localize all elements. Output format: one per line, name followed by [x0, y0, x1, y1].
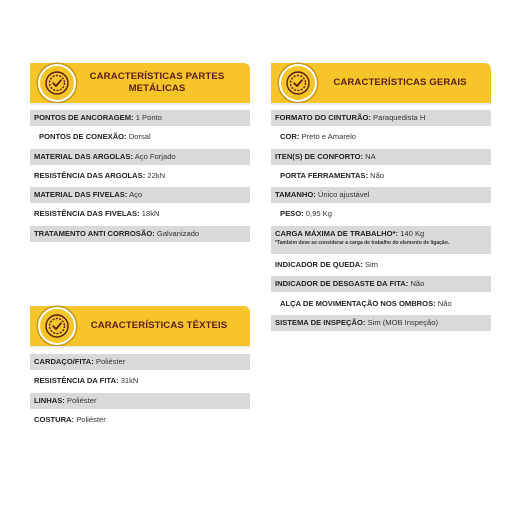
- spec-value: Não: [437, 298, 452, 308]
- panel-title: CARACTERÍSTICAS GERAIS: [333, 77, 467, 88]
- spec-value: 31kN: [120, 376, 139, 386]
- spec-row: [30, 149, 250, 165]
- spec-row: [30, 226, 250, 242]
- spec-key: RESISTÊNCIA DAS ARGOLAS:: [34, 170, 146, 180]
- spec-key: PORTA FERRAMENTAS:: [280, 170, 369, 180]
- spec-key: PONTOS DE ANCORAGEM:: [34, 113, 134, 122]
- spec-value: 1 Ponto: [135, 113, 162, 122]
- panel-title: CARACTERÍSTICAS PARTES METÁLICAS: [89, 71, 225, 94]
- panel-header: [271, 63, 491, 103]
- spec-row: [271, 110, 491, 126]
- spec-row: [30, 129, 250, 145]
- spec-key: RESISTÊNCIA DAS FIVELAS:: [34, 209, 140, 219]
- spec-row: [271, 129, 491, 145]
- spec-key: ITEN(S) DE CONFORTO:: [275, 151, 364, 161]
- spec-row: [30, 373, 250, 389]
- spec-key: MATERIAL DAS ARGOLAS:: [34, 151, 133, 161]
- spec-row: [271, 168, 491, 184]
- spec-row: [271, 315, 491, 331]
- spec-value: Galvanizado: [156, 228, 200, 238]
- spec-key: CARGA MÁXIMA DE TRABALHO*:: [275, 228, 399, 238]
- panel-metal-parts: [30, 63, 250, 245]
- spec-value: Aço Forjado: [134, 151, 176, 161]
- quality-check-badge-icon: [38, 307, 76, 345]
- spec-key: PESO:: [280, 209, 304, 219]
- quality-check-badge-icon: [38, 64, 76, 102]
- spec-value: Poliéster: [76, 414, 106, 424]
- spec-key: COR:: [280, 132, 300, 142]
- spec-key: CARDAÇO/FITA:: [34, 357, 94, 366]
- spec-key: TRATAMENTO ANTI CORROSÃO:: [34, 228, 155, 238]
- spec-row: [30, 354, 250, 370]
- spec-key: FORMATO DO CINTURÃO:: [275, 113, 371, 122]
- spec-row: [271, 226, 491, 254]
- spec-row: [271, 296, 491, 312]
- spec-key: PONTOS DE CONEXÃO:: [39, 132, 127, 142]
- spec-row: [271, 187, 491, 203]
- spec-row: [271, 276, 491, 292]
- spec-value: 22kN: [147, 170, 166, 180]
- spec-key: LINHAS:: [34, 395, 65, 405]
- spec-value: 140 Kg: [400, 228, 425, 238]
- spec-value: 0,95 Kg: [305, 209, 332, 219]
- spec-row: [271, 149, 491, 165]
- panel-textile: [30, 306, 250, 431]
- spec-key: COSTURA:: [34, 414, 75, 424]
- spec-value: Sim (MOB Inspeção): [367, 317, 439, 327]
- spec-key: MATERIAL DAS FIVELAS:: [34, 190, 128, 200]
- spec-key: RESISTÊNCIA DA FITA:: [34, 376, 119, 386]
- spec-value: Preto e Amarelo: [301, 132, 356, 142]
- spec-row: [30, 187, 250, 203]
- spec-key: INDICADOR DE DESGASTE DA FITA:: [275, 279, 409, 289]
- spec-value: Não: [370, 170, 385, 180]
- spec-row: [271, 257, 491, 273]
- spec-row: [30, 206, 250, 222]
- spec-key: SISTEMA DE INSPEÇÃO:: [275, 317, 366, 327]
- spec-row: [271, 206, 491, 222]
- spec-value: NA: [365, 151, 376, 161]
- quality-check-badge-icon: [279, 64, 317, 102]
- spec-value: Paraquedista H: [373, 113, 426, 122]
- panel-title: CARACTERÍSTICAS TÊXTEIS: [90, 320, 228, 331]
- panel-general: [271, 63, 491, 334]
- spec-value: Poliéster: [95, 357, 126, 366]
- spec-footnote: *Também deve se considerar a carga de trabalho do elemento de ligação.: [275, 239, 450, 246]
- spec-value: Poliéster: [66, 395, 97, 405]
- spec-row: [30, 412, 250, 428]
- spec-value: 18kN: [141, 209, 160, 219]
- spec-row: [30, 168, 250, 184]
- spec-row: [30, 110, 250, 126]
- spec-key: TAMANHO:: [275, 190, 316, 200]
- spec-value: Sim: [364, 260, 378, 270]
- panel-header: [30, 306, 250, 346]
- spec-value: Dorsal: [128, 132, 151, 142]
- spec-value: Não: [410, 279, 425, 289]
- spec-row: [30, 393, 250, 409]
- spec-key: INDICADOR DE QUEDA:: [275, 260, 363, 270]
- panel-header: [30, 63, 250, 103]
- spec-key: ALÇA DE MOVIMENTAÇÃO NOS OMBROS:: [280, 298, 436, 308]
- spec-value: Único ajustável: [317, 190, 370, 200]
- spec-value: Aço: [129, 190, 143, 200]
